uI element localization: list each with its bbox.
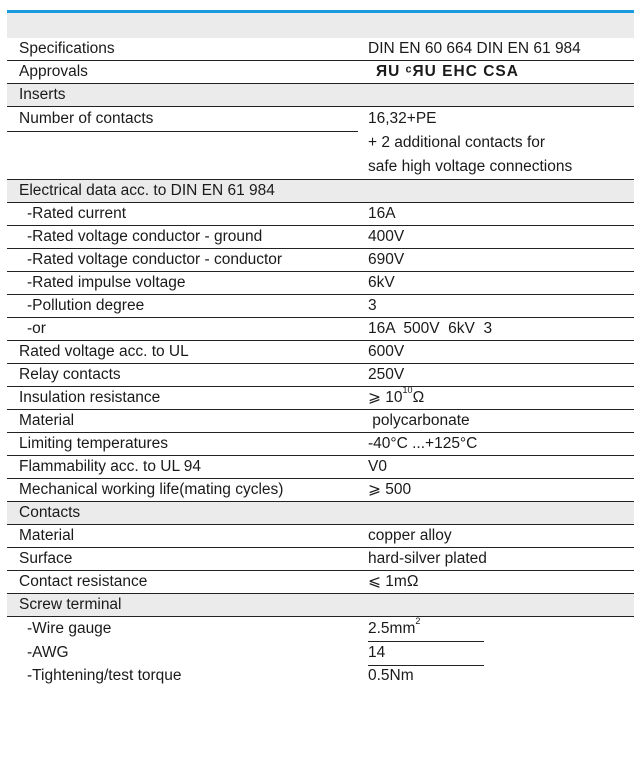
row-label: -AWG: [27, 644, 69, 661]
row-value: 6kV: [368, 274, 395, 291]
specifications-table: [7, 38, 634, 687]
row-label: Material: [19, 527, 75, 544]
row-value: ⩽ 1mΩ: [368, 573, 419, 590]
section-header: [7, 84, 634, 107]
table-row: [7, 272, 634, 295]
table-row: [7, 226, 634, 249]
row-label: Contact resistance: [19, 573, 148, 590]
table-row: [7, 548, 634, 571]
table-row: [7, 295, 634, 318]
row-label: Material: [19, 412, 75, 429]
table-row: [7, 456, 634, 479]
row-label: -Rated voltage conductor - ground: [27, 228, 263, 245]
row-value: V0: [368, 458, 387, 475]
row-label: -Rated impulse voltage: [27, 274, 186, 291]
section-header: [7, 502, 634, 525]
table-row: [7, 131, 634, 155]
table-row: [7, 318, 634, 341]
row-value: 600V: [368, 343, 405, 360]
table-row: [7, 38, 634, 61]
row-value: -40°C ...+125°C: [368, 435, 478, 452]
row-value: 3: [368, 297, 377, 314]
row-value: ⩾ 500: [368, 481, 412, 498]
row-value: 14: [368, 644, 386, 661]
row-label: Screw terminal: [19, 596, 122, 613]
table-row: [7, 525, 634, 548]
table-row: [7, 617, 634, 641]
table-row: [7, 479, 634, 502]
table-row: [7, 249, 634, 272]
table-row: [7, 341, 634, 364]
row-label: -Pollution degree: [27, 297, 145, 314]
row-value: + 2 additional contacts for: [368, 134, 546, 151]
row-value: safe high voltage connections: [368, 158, 573, 175]
row-label: Surface: [19, 550, 73, 567]
table-row: [7, 571, 634, 594]
row-value: polycarbonate: [368, 412, 470, 429]
row-label: -or: [27, 320, 46, 337]
row-label: Flammability acc. to UL 94: [19, 458, 202, 475]
row-value: ⩾ $10^{10}\Omega$: [368, 384, 425, 406]
row-label: Specifications: [19, 40, 115, 57]
row-label: -Tightening/test torque: [27, 667, 182, 684]
section-header: [7, 594, 634, 617]
table-row: [7, 61, 634, 84]
row-label: Number of contacts: [19, 110, 154, 127]
approval-marks-icon: ЯU ᶜЯU EHC CSA: [376, 63, 519, 80]
row-label: -Rated current: [27, 205, 127, 222]
row-label: -Wire gauge: [27, 620, 112, 637]
row-value: 400V: [368, 228, 405, 245]
row-label: Inserts: [19, 86, 66, 103]
row-value: 250V: [368, 366, 405, 383]
row-label: Contacts: [19, 504, 81, 521]
table-row: [7, 410, 634, 433]
row-label: Relay contacts: [19, 366, 121, 383]
row-label: Rated voltage acc. to UL: [19, 343, 189, 360]
table-header-band: [7, 13, 634, 38]
table-row: [7, 384, 634, 410]
row-label: -Rated voltage conductor - conductor: [27, 251, 283, 268]
row-value: 690V: [368, 251, 405, 268]
row-value: hard-silver plated: [368, 550, 487, 567]
table-row: [7, 107, 634, 131]
section-header: [7, 180, 634, 203]
row-label: Limiting temperatures: [19, 435, 169, 452]
row-label: Mechanical working life(mating cycles): [19, 481, 284, 498]
row-value: 16A: [368, 205, 396, 222]
row-value: DIN EN 60 664 DIN EN 61 984: [368, 40, 581, 57]
row-label: Insulation resistance: [19, 389, 161, 406]
row-label: Approvals: [19, 63, 88, 80]
row-value: 16,32+PE: [368, 110, 437, 127]
table-row: [7, 665, 634, 687]
row-value: $2.5mm^2$: [368, 615, 421, 637]
table-row: [7, 364, 634, 387]
table-row: [7, 641, 634, 665]
table-row: [7, 433, 634, 456]
row-value: 16A 500V 6kV 3: [368, 320, 493, 337]
row-label: Electrical data acc. to DIN EN 61 984: [19, 182, 275, 199]
table-row: [7, 203, 634, 226]
row-value: copper alloy: [368, 527, 452, 544]
table-row: [7, 155, 634, 180]
row-value: 0.5Nm: [368, 667, 414, 684]
